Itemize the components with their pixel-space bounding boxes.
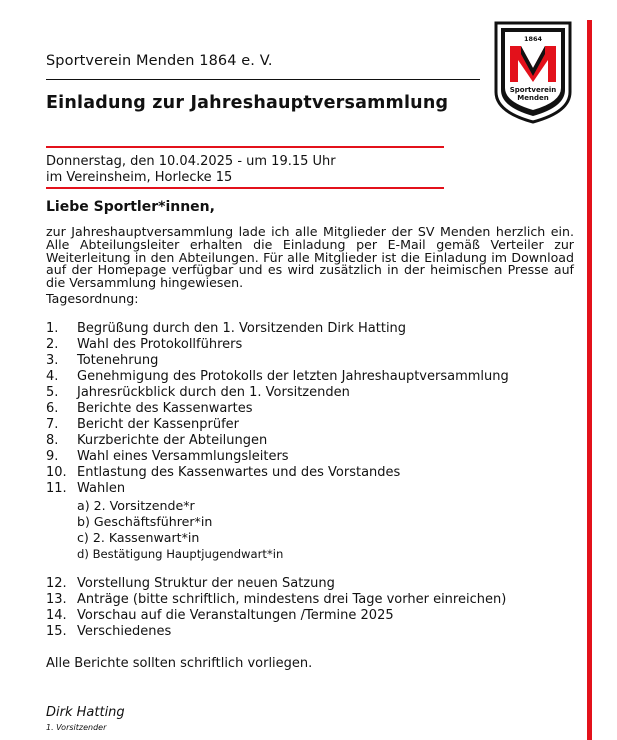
agenda-item-number: 5. xyxy=(46,385,59,400)
agenda-item xyxy=(46,417,566,433)
agenda-item-text: Genehmigung des Protokolls der letzten Jahreshauptversammlung xyxy=(77,369,509,384)
agenda-item-text: Wahlen xyxy=(77,481,126,496)
agenda-item xyxy=(46,433,566,449)
agenda-item xyxy=(46,592,566,608)
agenda-list xyxy=(46,321,566,497)
club-name: Sportverein Menden 1864 e. V. xyxy=(46,53,273,69)
agenda-item xyxy=(46,465,566,481)
agenda-item-number: 4. xyxy=(46,369,59,384)
agenda-item xyxy=(46,369,566,385)
agenda-item-number: 1. xyxy=(46,321,59,336)
intro-paragraph: zur Jahreshauptversammlung lade ich alle Mitglieder der SV Menden herzlich ein. Alle Abteilungsleiter erhalten die Einladung per E-Mail gemäß Verteiler zur Weiterleitung in den Abteilungen. Für alle Mitglieder ist die Einladung im Download auf der Homepage verfügbar und es wird zusätzlich in der heimischen Presse auf die Versammlung hingewiesen. xyxy=(46,224,574,291)
logo-text-line2: Menden xyxy=(517,94,549,102)
agenda-item-text: Jahresrückblick durch den 1. Vorsitzenden xyxy=(77,385,350,400)
agenda-item-text: Verschiedenes xyxy=(77,624,172,639)
election-item: c) 2. Kassenwart*in xyxy=(77,530,200,545)
election-item: a) 2. Vorsitzende*r xyxy=(77,498,195,513)
agenda-item-text: Wahl des Protokollführers xyxy=(77,337,243,352)
greeting: Liebe Sportler*innen, xyxy=(46,199,215,215)
agenda-item-text: Vorstellung Struktur der neuen Satzung xyxy=(77,576,335,591)
agenda-item-text: Begrüßung durch den 1. Vorsitzenden Dirk Hatting xyxy=(77,321,407,336)
meeting-divider-bottom xyxy=(46,187,444,189)
agenda-item-number: 3. xyxy=(46,353,59,368)
agenda-item-text: Bericht der Kassenprüfer xyxy=(77,417,240,432)
agenda-item-text: Totenehrung xyxy=(77,353,159,368)
agenda-item-number: 12. xyxy=(46,576,67,591)
agenda-item-number: 8. xyxy=(46,433,59,448)
agenda-item-text: Berichte des Kassenwartes xyxy=(77,401,253,416)
agenda-item-text: Vorschau auf die Veranstaltungen /Termine 2025 xyxy=(77,608,394,623)
meeting-info xyxy=(46,154,336,186)
meeting-date: Donnerstag, den 10.04.2025 - um 19.15 Uhr xyxy=(46,154,336,169)
meeting-place: im Vereinsheim, Horlecke 15 xyxy=(46,170,233,185)
agenda-item xyxy=(46,385,566,401)
agenda-item xyxy=(46,401,566,417)
agenda-item-number: 2. xyxy=(46,337,59,352)
club-logo xyxy=(493,20,573,124)
side-accent-bar xyxy=(587,20,592,740)
agenda-item-number: 11. xyxy=(46,481,67,496)
elections-list xyxy=(77,498,283,562)
agenda-item xyxy=(46,608,566,624)
agenda-item-number: 13. xyxy=(46,592,67,607)
agenda-item xyxy=(46,337,566,353)
logo-text-line1: Sportverein xyxy=(509,86,557,94)
agenda-item xyxy=(46,321,566,337)
agenda-item-number: 15. xyxy=(46,624,67,639)
agenda-label: Tagesordnung: xyxy=(46,291,139,306)
agenda-item-number: 10. xyxy=(46,465,67,480)
agenda-item-text: Anträge (bitte schriftlich, mindestens drei Tage vorher einreichen) xyxy=(77,592,507,607)
signature-name: Dirk Hatting xyxy=(46,705,125,720)
closing-note: Alle Berichte sollten schriftlich vorliegen. xyxy=(46,656,313,671)
agenda-item xyxy=(46,481,566,497)
election-item: b) Geschäftsführer*in xyxy=(77,514,213,529)
election-item: d) Bestätigung Hauptjugendwart*in xyxy=(77,547,284,561)
agenda-item-text: Entlastung des Kassenwartes und des Vorstandes xyxy=(77,465,401,480)
meeting-divider-top xyxy=(46,146,444,148)
logo-year: 1864 xyxy=(523,35,543,43)
agenda-item-number: 7. xyxy=(46,417,59,432)
agenda-item xyxy=(46,449,566,465)
agenda-item xyxy=(46,624,566,640)
agenda-item xyxy=(46,576,566,592)
header-divider xyxy=(46,79,480,80)
agenda-item xyxy=(46,353,566,369)
agenda-item-number: 9. xyxy=(46,449,59,464)
page-title: Einladung zur Jahreshauptversammlung xyxy=(46,93,449,113)
agenda-item-number: 14. xyxy=(46,608,67,623)
signature-role: 1. Vorsitzender xyxy=(46,723,107,732)
agenda-item-text: Kurzberichte der Abteilungen xyxy=(77,433,268,448)
agenda-item-text: Wahl eines Versammlungsleiters xyxy=(77,449,289,464)
agenda-list-continued xyxy=(46,576,566,640)
agenda-item-number: 6. xyxy=(46,401,59,416)
